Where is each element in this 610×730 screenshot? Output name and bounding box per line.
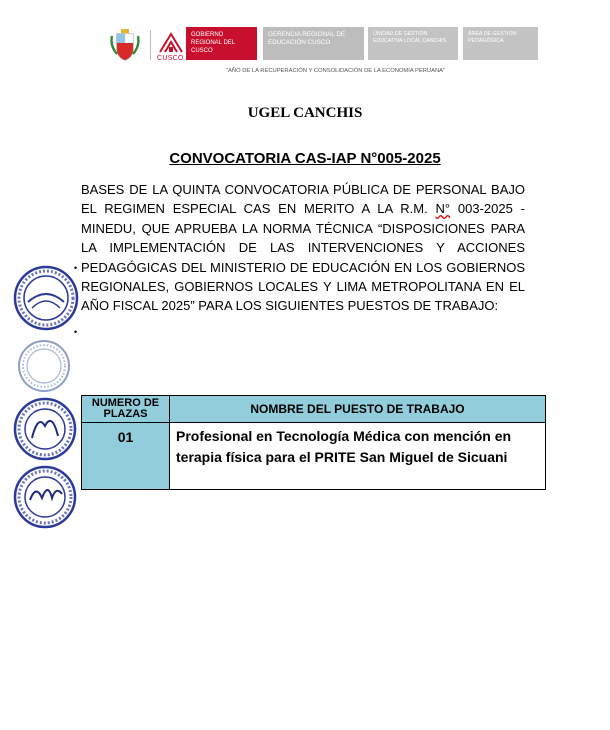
bases-text-part2: 003-2025 - MINEDU, QUE APRUEBA LA NORMA TÉCNICA “DISPOSICIONES PARA LA IMPLEMENTACIÓN DE LAS INTERVENCIONES Y ACCIONES PEDAGÓGICAS DEL MINISTERIO DE EDUCACIÓN EN LOS GOBIERNOS REGIONALES, GOBIERNOS LOCALES Y LIMA METROPOLITANA EN EL AÑO FISCAL 2025” PARA LOS SIGUIENTES PUESTOS DE TRABAJO: [81, 201, 525, 314]
ugel-canchis-seal-stamp-icon [12, 396, 78, 462]
paragraph-bullet-mark: • [74, 263, 78, 273]
paragraph-bullet-mark: • [74, 327, 78, 337]
org-box-gerencia-regional: GERENCIA REGIONAL DE EDUCACIÓN CUSCO [263, 27, 364, 60]
positions-table [81, 395, 546, 490]
peru-coat-of-arms-icon [108, 28, 142, 62]
table-header-row [82, 396, 546, 423]
cusco-wordmark: CUSCO [157, 55, 184, 62]
ugel-seal-stamp-icon [12, 264, 80, 332]
bases-paragraph [81, 180, 525, 316]
bases-text-part1: BASES DE LA QUINTA CONVOCATORIA PÚBLICA DE PERSONAL BAJO EL REGIMEN ESPECIAL CAS EN MERITO A LA R.M. [81, 182, 525, 217]
column-header-num-plazas: NUMERO DE PLAZAS [82, 396, 170, 423]
column-header-nombre-puesto: NOMBRE DEL PUESTO DE TRABAJO [170, 396, 546, 423]
spellcheck-flagged-word: N° [435, 201, 451, 217]
pale-seal-stamp-icon [16, 338, 72, 394]
gobierno-regional-logo-icon [158, 30, 184, 54]
org-box-ugel: UNIDAD DE GESTIÓN EDUCATIVA LOCAL CANCHIS [368, 27, 458, 60]
cell-num-plazas: 01 [82, 423, 170, 490]
org-box-gobierno-regional: GOBIERNO REGIONAL DEL CUSCO [186, 27, 257, 60]
header-divider [150, 30, 151, 60]
year-motto: "AÑO DE LA RECUPERACIÓN Y CONSOLIDACIÓN DE LA ECONOMÍA PERUANA" [226, 68, 446, 74]
table-row [82, 423, 546, 490]
org-box-area-pedagogica: ÁREA DE GESTIÓN PEDAGÓGICA [463, 27, 538, 60]
page-title: UGEL CANCHIS [247, 105, 363, 121]
convocatoria-title: CONVOCATORIA CAS-IAP N°005-2025 [169, 150, 441, 167]
cell-nombre-puesto: Profesional en Tecnología Médica con mención en terapia física para el PRITE San Miguel de Sicuani [170, 423, 546, 490]
signature-seal-stamp-icon [12, 464, 78, 530]
letterhead [108, 26, 538, 76]
